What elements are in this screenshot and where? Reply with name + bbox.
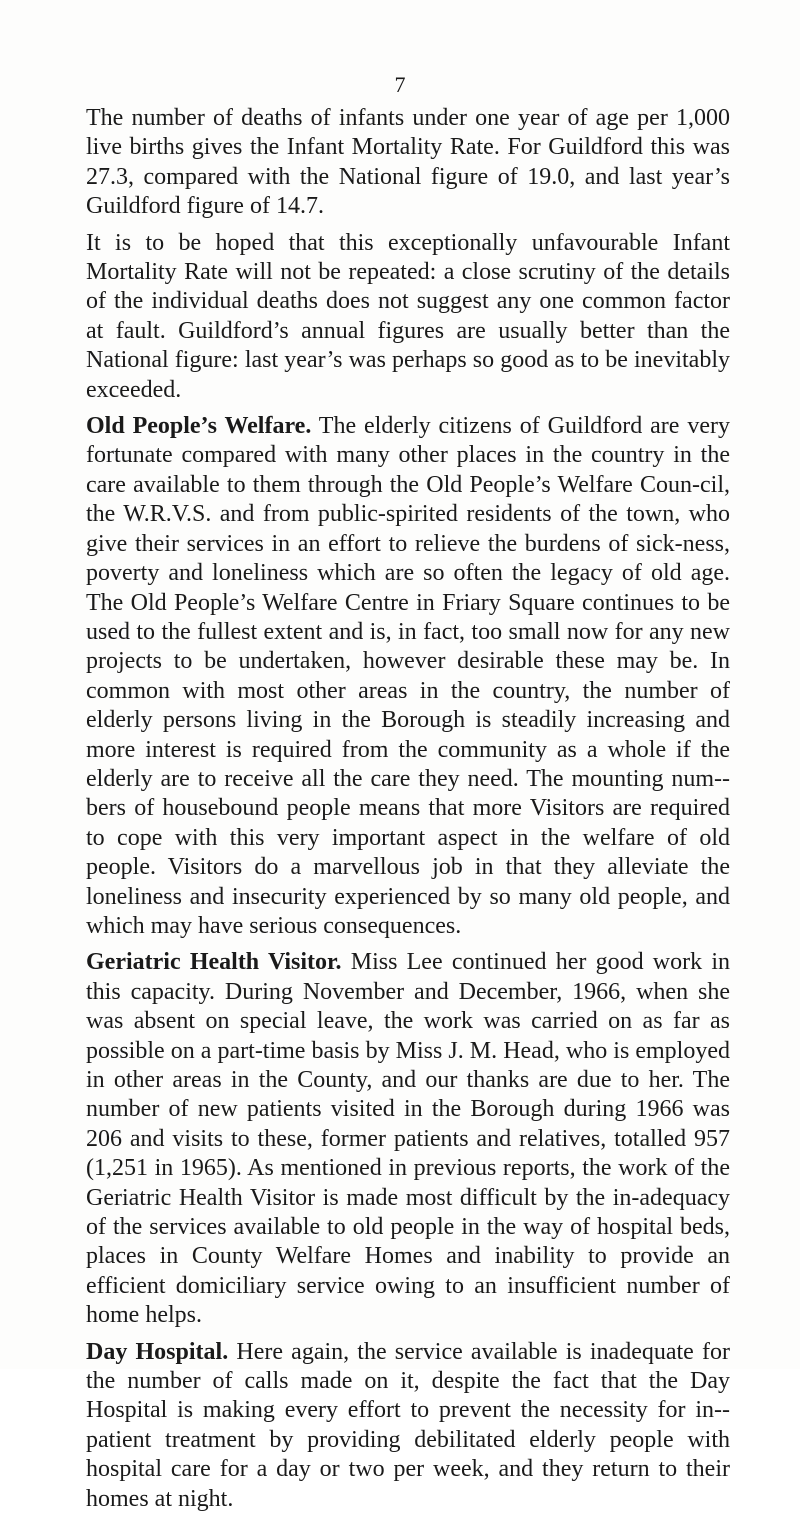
paragraph-text: The number of deaths of infants under one year of age per 1,000 live births gives the Infant Mortality Rate. For Guildford this was 27.3, compared with the National figure of 19.0, and last year’s Guildford figure of 14.7. xyxy=(86,105,730,220)
page-number: 7 xyxy=(394,72,406,97)
body-text xyxy=(86,104,730,1521)
section-heading-geriatric-health-visitor: Geriatric Health Visitor. xyxy=(86,949,342,976)
paragraph-text: The elderly citizens of Guildford are very fortunate compared with many other places in the country in the care available to them through the Old People’s Welfare Coun-cil, the W.R.V.S. and from public-spirited residents of the town, who give their services in an effort to relieve the burdens of sick-ness, poverty and loneliness which are so often the legacy of old age. The Old People’s Welfare Centre in Friary Square continues to be used to the fullest extent and is, in fact, too small now for any new projects to be undertaken, however desirable these may be. In common with most other areas in the country, the number of elderly persons living in the Borough is steadily increasing and more interest is required from the community as a whole if the elderly are to receive all the care they need. The mounting num-bers of housebound people means that more Visitors are required to cope with this very important aspect in the welfare of old people. Visitors do a marvellous job in that they alleviate the loneliness and insecurity experienced by so many old people, and which may have serious consequences. xyxy=(86,413,730,939)
section-heading-day-hospital: Day Hospital. xyxy=(86,1338,229,1365)
paragraph-infant-mortality-outlook xyxy=(86,229,730,405)
paragraph-text: Here again, the service available is inadequate for the number of calls made on it, despite the fact that the Day Hospital is making every effort to prevent the necessity for in-patient treatment by providing debilitated elderly people with hospital care for a day or two per week, and they return to their homes at night. xyxy=(86,1338,730,1512)
paragraph-text: It is to be hoped that this exceptionally unfavourable Infant Mortality Rate will not be repeated: a close scrutiny of the details of the individual deaths does not suggest any one common factor at fault. Guildford’s annual figures are usually better than the National figure: last year’s was perhaps so good as to be inevitably exceeded. xyxy=(86,229,730,403)
paragraph-infant-mortality-rate xyxy=(86,104,730,222)
paragraph-geriatric-health-visitor xyxy=(86,948,730,1330)
paragraph-text: Miss Lee continued her good work in this capacity. During November and December, 1966, when she was absent on special leave, the work was carried on as far as possible on a part-time basis by Miss J. M. Head, who is employed in other areas in the County, and our thanks are due to her. The number of new patients visited in the Borough during 1966 was 206 and visits to these, former patients and relatives, totalled 957 (1,251 in 1965). As mentioned in previous reports, the work of the Geriatric Health Visitor is made most difficult by the in-adequacy of the services available to old people in the way of hospital beds, places in County Welfare Homes and inability to provide an efficient domiciliary service owing to an insufficient number of home helps. xyxy=(86,949,731,1329)
section-heading-old-peoples-welfare: Old People’s Welfare. xyxy=(86,413,312,440)
paragraph-day-hospital xyxy=(86,1338,730,1514)
paragraph-old-peoples-welfare xyxy=(86,412,730,941)
